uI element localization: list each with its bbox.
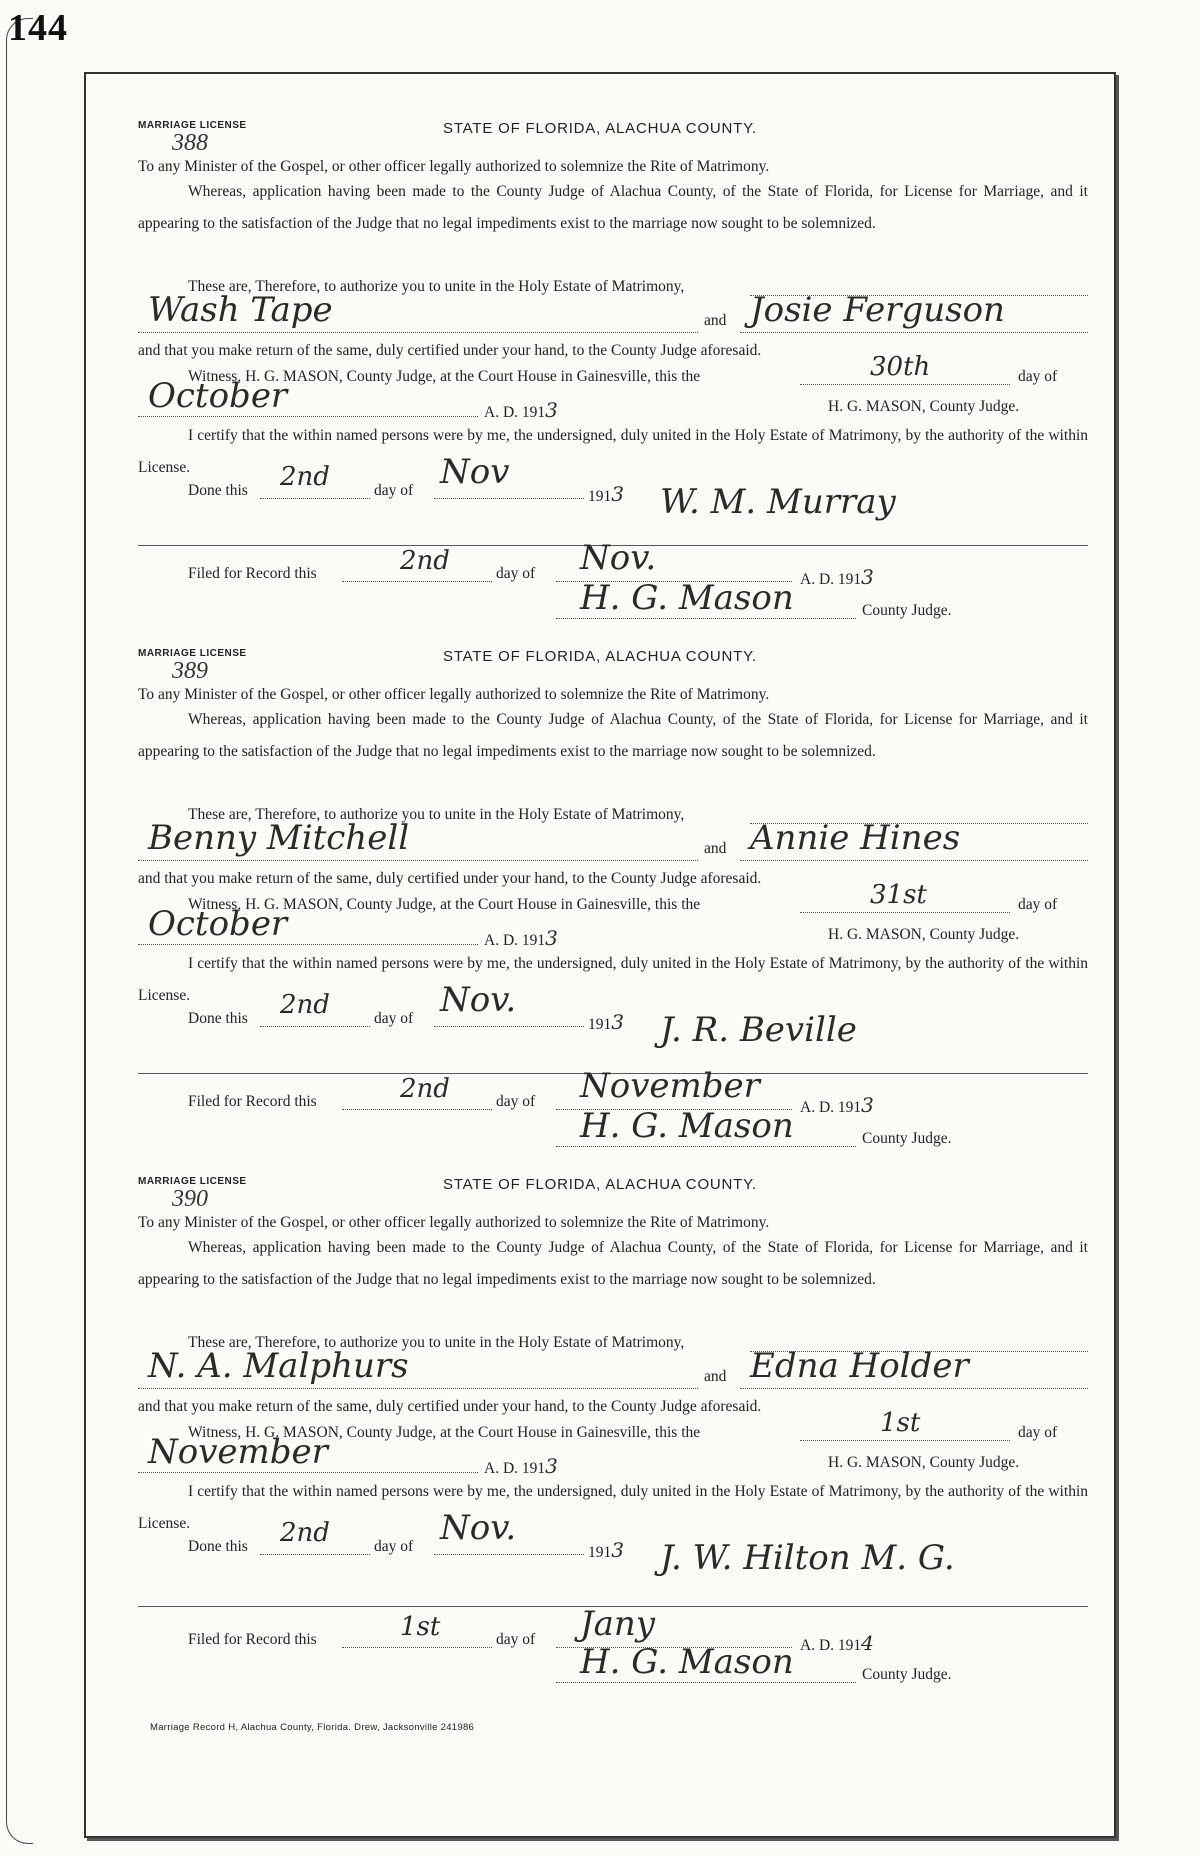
done-day-of-label: day of	[374, 1538, 414, 1555]
dotted-rule	[138, 1388, 698, 1389]
filed-label: Filed for Record this	[188, 1631, 317, 1648]
done-month: Nov	[440, 452, 510, 492]
dotted-rule	[260, 1026, 370, 1027]
done-year: 1913	[588, 482, 624, 506]
filed-day: 1st	[400, 1612, 441, 1642]
authorize-line: These are, Therefore, to authorize you to unite in the Holy Estate of Matrimony,	[188, 1334, 685, 1351]
authorize-line: These are, Therefore, to authorize you to unite in the Holy Estate of Matrimony,	[188, 806, 685, 823]
minister-line: To any Minister of the Gospel, or other officer legally authorized to solemnize the Rite of Matrimony.	[138, 686, 770, 703]
dotted-rule	[342, 1109, 492, 1110]
dotted-rule	[138, 944, 478, 945]
filed-month: Nov.	[580, 538, 657, 578]
dotted-rule	[434, 1026, 584, 1027]
license-number: 388	[172, 130, 208, 156]
bride-name: Josie Ferguson	[750, 290, 1005, 330]
ad-label: A. D. 1913	[484, 1454, 558, 1478]
witness-line: Witness, H. G. MASON, County Judge, at the Court House in Gainesville, this the	[188, 896, 701, 913]
whereas-paragraph: Whereas, application having been made to the County Judge of Alachua County, of the State of Florida, for License for Marriage, and it appearing to the satisfaction of the Judge that no legal impediments exist to the marriage now sought to be solemnized.	[138, 1239, 1088, 1288]
and-label: and	[704, 840, 727, 857]
and-label: and	[704, 312, 727, 329]
witness-month: October	[148, 376, 288, 416]
dotted-rule	[260, 1554, 370, 1555]
witness-day: 30th	[870, 352, 931, 382]
dotted-rule	[138, 416, 478, 417]
judge-signature-line: H. G. MASON, County Judge.	[828, 1454, 1020, 1471]
clerk-signature: H. G. Mason	[580, 1106, 794, 1146]
dotted-rule	[556, 618, 856, 619]
witness-day: 1st	[880, 1408, 921, 1438]
return-line: and that you make return of the same, duly certified under your hand, to the County Judge aforesaid.	[138, 1398, 762, 1415]
certify-paragraph: I certify that the within named persons were by me, the undersigned, duly united in the Holy Estate of Matrimony, by the authority of the within License.	[138, 955, 1088, 1004]
done-month: Nov.	[440, 1508, 517, 1548]
license-heading: STATE OF FLORIDA, ALACHUA COUNTY.	[443, 120, 757, 137]
officiant-signature: W. M. Murray	[660, 482, 896, 522]
return-line: and that you make return of the same, duly certified under your hand, to the County Judge aforesaid.	[138, 870, 762, 887]
officiant-signature: J. W. Hilton M. G.	[660, 1538, 955, 1578]
filed-ad: A. D. 1913	[800, 1093, 874, 1117]
dotted-rule	[138, 1472, 478, 1473]
dotted-rule	[800, 1440, 1010, 1441]
day-of-label: day of	[1018, 896, 1058, 913]
license-entry	[100, 120, 1100, 619]
done-day: 2nd	[280, 1518, 330, 1548]
dotted-rule	[342, 581, 492, 582]
license-label: MARRIAGE LICENSE	[138, 648, 247, 659]
filed-month: November	[580, 1066, 760, 1106]
bride-name: Edna Holder	[750, 1346, 969, 1386]
page-number: 144	[8, 7, 68, 49]
and-label: and	[704, 1368, 727, 1385]
day-of-label: day of	[1018, 1424, 1058, 1441]
authorize-line: These are, Therefore, to authorize you to unite in the Holy Estate of Matrimony,	[188, 278, 685, 295]
dotted-rule	[740, 860, 1088, 861]
ad-label: A. D. 1913	[484, 398, 558, 422]
witness-day: 31st	[870, 880, 927, 910]
witness-month: November	[148, 1432, 328, 1472]
done-this-label: Done this	[188, 1538, 248, 1555]
filed-label: Filed for Record this	[188, 565, 317, 582]
judge-signature-line: H. G. MASON, County Judge.	[828, 398, 1020, 415]
done-month: Nov.	[440, 980, 517, 1020]
groom-name: N. A. Malphurs	[148, 1346, 409, 1386]
license-label: MARRIAGE LICENSE	[138, 120, 247, 131]
witness-line: Witness, H. G. MASON, County Judge, at the Court House in Gainesville, this the	[188, 1424, 701, 1441]
dotted-rule	[138, 860, 698, 861]
clerk-signature: H. G. Mason	[580, 578, 794, 618]
dotted-rule	[434, 1554, 584, 1555]
dotted-rule	[434, 498, 584, 499]
done-day: 2nd	[280, 990, 330, 1020]
filed-day-of-label: day of	[496, 565, 536, 582]
filed-label: Filed for Record this	[188, 1093, 317, 1110]
dotted-rule	[138, 332, 698, 333]
footer-imprint: Marriage Record H, Alachua County, Florida. Drew, Jacksonville 241986	[150, 1722, 475, 1733]
done-day: 2nd	[280, 462, 330, 492]
license-number: 389	[172, 658, 208, 684]
bride-name: Annie Hines	[750, 818, 961, 858]
done-year: 1913	[588, 1010, 624, 1034]
license-label: MARRIAGE LICENSE	[138, 1176, 247, 1187]
minister-line: To any Minister of the Gospel, or other officer legally authorized to solemnize the Rite of Matrimony.	[138, 158, 770, 175]
filed-day-of-label: day of	[496, 1093, 536, 1110]
dotted-rule	[740, 332, 1088, 333]
certify-paragraph: I certify that the within named persons were by me, the undersigned, duly united in the Holy Estate of Matrimony, by the authority of the within License.	[138, 427, 1088, 476]
county-judge-label: County Judge.	[862, 1130, 952, 1147]
dotted-rule	[556, 1146, 856, 1147]
dotted-rule	[556, 1682, 856, 1683]
done-day-of-label: day of	[374, 482, 414, 499]
dotted-rule	[342, 1647, 492, 1648]
clerk-signature: H. G. Mason	[580, 1642, 794, 1682]
return-line: and that you make return of the same, duly certified under your hand, to the County Judge aforesaid.	[138, 342, 762, 359]
certify-paragraph: I certify that the within named persons were by me, the undersigned, duly united in the Holy Estate of Matrimony, by the authority of the within License.	[138, 1483, 1088, 1532]
binding-edge	[6, 18, 33, 1844]
filed-ad: A. D. 1913	[800, 565, 874, 589]
filed-month: Jany	[580, 1604, 656, 1644]
license-heading: STATE OF FLORIDA, ALACHUA COUNTY.	[443, 648, 757, 665]
officiant-signature: J. R. Beville	[660, 1010, 857, 1050]
license-heading: STATE OF FLORIDA, ALACHUA COUNTY.	[443, 1176, 757, 1193]
license-number: 390	[172, 1186, 208, 1212]
filed-day: 2nd	[400, 546, 450, 576]
groom-name: Wash Tape	[148, 290, 333, 330]
filed-ad: A. D. 1914	[800, 1631, 874, 1655]
license-entry	[100, 648, 1100, 1147]
witness-line: Witness, H. G. MASON, County Judge, at the Court House in Gainesville, this the	[188, 368, 701, 385]
dotted-rule	[260, 498, 370, 499]
done-year: 1913	[588, 1538, 624, 1562]
whereas-paragraph: Whereas, application having been made to the County Judge of Alachua County, of the State of Florida, for License for Marriage, and it appearing to the satisfaction of the Judge that no legal impediments exist to the marriage now sought to be solemnized.	[138, 711, 1088, 760]
county-judge-label: County Judge.	[862, 1666, 952, 1683]
filed-day: 2nd	[400, 1074, 450, 1104]
day-of-label: day of	[1018, 368, 1058, 385]
done-day-of-label: day of	[374, 1010, 414, 1027]
ad-label: A. D. 1913	[484, 926, 558, 950]
dotted-rule	[740, 1388, 1088, 1389]
whereas-paragraph: Whereas, application having been made to the County Judge of Alachua County, of the State of Florida, for License for Marriage, and it appearing to the satisfaction of the Judge that no legal impediments exist to the marriage now sought to be solemnized.	[138, 183, 1088, 232]
dotted-rule	[800, 384, 1010, 385]
judge-signature-line: H. G. MASON, County Judge.	[828, 926, 1020, 943]
groom-name: Benny Mitchell	[148, 818, 410, 858]
filed-day-of-label: day of	[496, 1631, 536, 1648]
license-entry	[100, 1176, 1100, 1696]
minister-line: To any Minister of the Gospel, or other officer legally authorized to solemnize the Rite of Matrimony.	[138, 1214, 770, 1231]
done-this-label: Done this	[188, 1010, 248, 1027]
dotted-rule	[800, 912, 1010, 913]
county-judge-label: County Judge.	[862, 602, 952, 619]
done-this-label: Done this	[188, 482, 248, 499]
witness-month: October	[148, 904, 288, 944]
